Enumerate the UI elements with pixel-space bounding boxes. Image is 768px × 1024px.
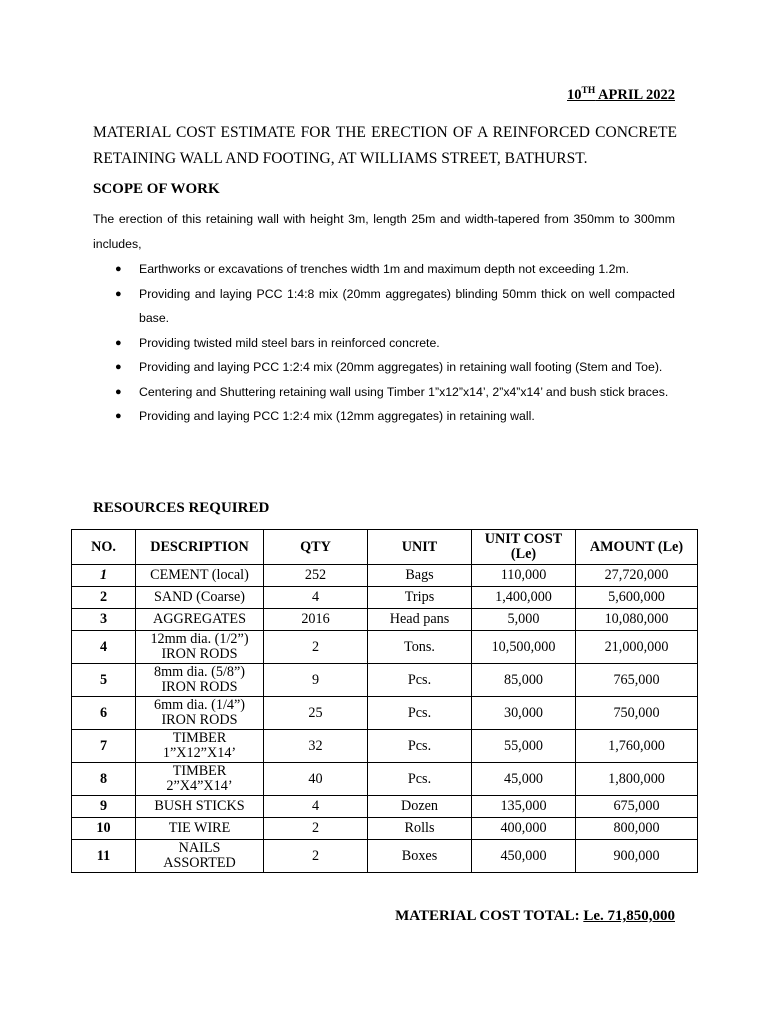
bullet-icon: ●	[115, 263, 122, 275]
table-row	[72, 664, 698, 697]
cell-amount: 900,000	[576, 840, 698, 873]
cell-no: 4	[72, 631, 136, 664]
cell-no: 5	[72, 664, 136, 697]
cell-amount: 765,000	[576, 664, 698, 697]
description-line-2: IRON RODS	[161, 679, 238, 695]
cell-unit: Pcs.	[368, 763, 472, 796]
cell-unit-cost: 5,000	[472, 609, 576, 631]
cell-description	[136, 631, 264, 664]
header-no: NO.	[72, 530, 136, 565]
table-row	[72, 840, 698, 873]
cell-description	[136, 565, 264, 587]
document-date	[567, 87, 675, 104]
bullet-icon: ●	[115, 385, 122, 398]
scope-item	[93, 331, 675, 356]
table-row	[72, 631, 698, 664]
scope-item-text: Centering and Shuttering retaining wall using Timber 1”x12”x14’, 2”x4”x14’ and bush stick braces.	[139, 384, 669, 399]
cell-unit: Pcs.	[368, 697, 472, 730]
table-row	[72, 587, 698, 609]
cell-qty: 2016	[264, 609, 368, 631]
cell-amount: 1,760,000	[576, 730, 698, 763]
description-line-1: TIMBER	[172, 730, 227, 746]
description-line-1: TIMBER	[172, 763, 227, 779]
scope-intro: The erection of this retaining wall with height 3m, length 25m and width-tapered from 350mm to 300mm includes,	[93, 212, 675, 251]
cell-no: 8	[72, 763, 136, 796]
cell-unit-cost: 85,000	[472, 664, 576, 697]
total-label: MATERIAL COST TOTAL:	[395, 908, 584, 924]
cell-no: 10	[72, 818, 136, 840]
cell-description	[136, 763, 264, 796]
cell-unit-cost: 30,000	[472, 697, 576, 730]
description-line-1: SAND (Coarse)	[153, 589, 246, 605]
cell-no: 1	[72, 565, 136, 587]
scope-item	[93, 404, 675, 429]
cell-qty: 25	[264, 697, 368, 730]
table-header-row	[72, 530, 698, 565]
table-body	[72, 565, 698, 873]
cell-description	[136, 697, 264, 730]
bullet-icon: ●	[115, 410, 122, 422]
cell-unit: Tons.	[368, 631, 472, 664]
header-description: DESCRIPTION	[136, 530, 264, 565]
scope-item	[93, 380, 675, 405]
cell-qty: 32	[264, 730, 368, 763]
cell-description	[136, 730, 264, 763]
date-ordinal: TH	[581, 86, 596, 97]
bullet-icon: ●	[115, 287, 122, 300]
description-line-1: 8mm dia. (5/8”)	[153, 664, 245, 680]
resources-heading: RESOURCES REQUIRED	[93, 500, 270, 516]
description-line-2: IRON RODS	[161, 646, 238, 662]
description-line-1: 6mm dia. (1/4”)	[153, 697, 245, 713]
description-line-2: 1”X12”X14’	[162, 745, 237, 761]
cell-amount: 27,720,000	[576, 565, 698, 587]
description-line-1: TIE WIRE	[168, 820, 231, 836]
scope-item-text: Earthworks or excavations of trenches width 1m and maximum depth not exceeding 1.2m.	[139, 262, 630, 276]
description-line-1: BUSH STICKS	[154, 798, 245, 814]
resources-table	[71, 529, 698, 873]
date-day: 10	[567, 87, 582, 103]
description-line-2: ASSORTED	[163, 855, 236, 871]
cell-qty: 9	[264, 664, 368, 697]
material-cost-total	[395, 908, 675, 925]
cell-unit-cost: 400,000	[472, 818, 576, 840]
cell-qty: 2	[264, 818, 368, 840]
scope-heading: SCOPE OF WORK	[93, 181, 220, 197]
cell-no: 9	[72, 796, 136, 818]
cell-no: 2	[72, 587, 136, 609]
cell-amount: 5,600,000	[576, 587, 698, 609]
description-line-1: NAILS	[178, 840, 221, 856]
total-value: Le. 71,850,000	[583, 908, 675, 924]
table-row	[72, 796, 698, 818]
cell-amount: 1,800,000	[576, 763, 698, 796]
header-unit-cost: UNIT COST (Le)	[472, 530, 576, 565]
cell-amount: 10,080,000	[576, 609, 698, 631]
cell-no: 3	[72, 609, 136, 631]
bullet-icon: ●	[115, 361, 122, 373]
cell-amount: 675,000	[576, 796, 698, 818]
table-row	[72, 609, 698, 631]
cell-qty: 40	[264, 763, 368, 796]
description-line-2: IRON RODS	[161, 712, 238, 728]
description-line-1: CEMENT (local)	[150, 567, 249, 583]
cell-qty: 252	[264, 565, 368, 587]
cell-amount: 21,000,000	[576, 631, 698, 664]
date-rest: APRIL 2022	[595, 87, 675, 103]
cell-unit-cost: 1,400,000	[472, 587, 576, 609]
scope-item-text: Providing and laying PCC 1:4:8 mix (20mm aggregates) blinding 50mm thick on well compacted base.	[139, 286, 675, 325]
cell-no: 11	[72, 840, 136, 873]
description-line-1: 12mm dia. (1/2”)	[150, 631, 249, 647]
cell-unit: Boxes	[368, 840, 472, 873]
scope-item	[93, 257, 675, 282]
scope-item-text: Providing and laying PCC 1:2:4 mix (12mm aggregates) in retaining wall.	[139, 409, 535, 423]
cell-amount: 800,000	[576, 818, 698, 840]
cell-description	[136, 796, 264, 818]
cell-no: 7	[72, 730, 136, 763]
table-row	[72, 763, 698, 796]
header-amount: AMOUNT (Le)	[576, 530, 698, 565]
cell-unit: Head pans	[368, 609, 472, 631]
scope-list	[93, 257, 675, 429]
cell-unit: Bags	[368, 565, 472, 587]
cell-qty: 4	[264, 796, 368, 818]
scope-item	[93, 355, 675, 380]
cell-unit-cost: 450,000	[472, 840, 576, 873]
cell-unit: Trips	[368, 587, 472, 609]
cell-unit-cost: 110,000	[472, 565, 576, 587]
cell-unit-cost: 135,000	[472, 796, 576, 818]
cell-unit-cost: 55,000	[472, 730, 576, 763]
scope-item	[93, 282, 675, 331]
cell-unit-cost: 45,000	[472, 763, 576, 796]
table-row	[72, 818, 698, 840]
cell-amount: 750,000	[576, 697, 698, 730]
table-row	[72, 730, 698, 763]
cell-description	[136, 818, 264, 840]
scope-item-text: Providing twisted mild steel bars in reinforced concrete.	[139, 335, 440, 350]
cell-qty: 4	[264, 587, 368, 609]
header-qty: QTY	[264, 530, 368, 565]
cell-qty: 2	[264, 631, 368, 664]
cell-description	[136, 840, 264, 873]
description-line-2: 2”X4”X14’	[166, 778, 233, 794]
header-unit: UNIT	[368, 530, 472, 565]
description-line-1: AGGREGATES	[152, 611, 246, 627]
cell-unit: Pcs.	[368, 664, 472, 697]
scope-item-text: Providing and laying PCC 1:2:4 mix (20mm aggregates) in retaining wall footing (Stem and Toe).	[139, 360, 663, 374]
cell-unit-cost: 10,500,000	[472, 631, 576, 664]
cell-unit: Pcs.	[368, 730, 472, 763]
table-row	[72, 697, 698, 730]
bullet-icon: ●	[115, 336, 122, 349]
cell-unit: Dozen	[368, 796, 472, 818]
cell-description	[136, 587, 264, 609]
cell-description	[136, 664, 264, 697]
cell-description	[136, 609, 264, 631]
cell-no: 6	[72, 697, 136, 730]
cell-unit: Rolls	[368, 818, 472, 840]
cell-qty: 2	[264, 840, 368, 873]
document-title: MATERIAL COST ESTIMATE FOR THE ERECTION OF A REINFORCED CONCRETE RETAINING WALL AND FOOTING, AT WILLIAMS STREET, BATHURST.	[93, 124, 677, 167]
table-row	[72, 565, 698, 587]
